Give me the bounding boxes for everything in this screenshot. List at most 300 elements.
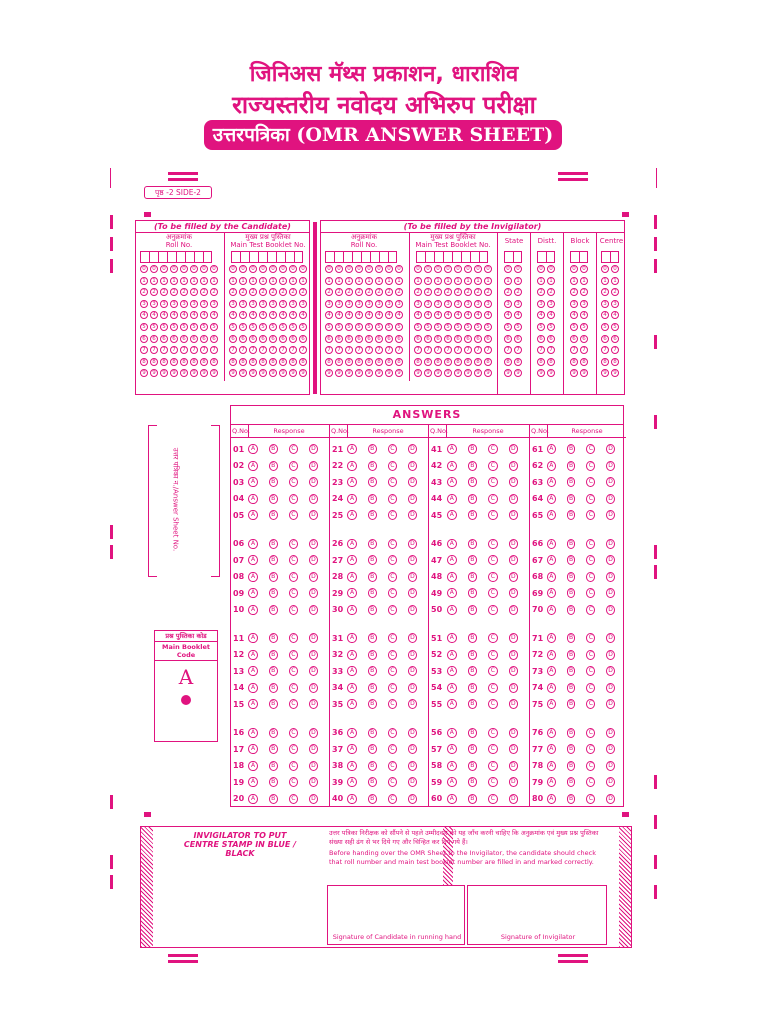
digit-bubble[interactable]: 9	[259, 369, 267, 377]
option-bubble-d[interactable]: D	[606, 555, 615, 565]
option-bubble-a[interactable]: A	[447, 588, 456, 598]
option-bubble-b[interactable]: B	[269, 588, 278, 598]
digit-bubble[interactable]: 4	[444, 311, 452, 319]
option-bubble-b[interactable]: B	[269, 555, 278, 565]
option-bubble-c[interactable]: C	[289, 605, 298, 615]
option-bubble-d[interactable]: D	[408, 555, 417, 565]
option-bubble-c[interactable]: C	[488, 794, 497, 804]
option-bubble-b[interactable]: B	[468, 461, 477, 471]
option-bubble-b[interactable]: B	[468, 728, 477, 738]
digit-bubble[interactable]: 7	[259, 346, 267, 354]
option-bubble-c[interactable]: C	[388, 444, 397, 454]
digit-bubble[interactable]: 2	[395, 288, 403, 296]
digit-bubble[interactable]: 1	[239, 277, 247, 285]
digit-bubble[interactable]: 1	[580, 277, 588, 285]
option-bubble-b[interactable]: B	[368, 461, 377, 471]
option-bubble-a[interactable]: A	[547, 794, 556, 804]
digit-bubble[interactable]: 9	[289, 369, 297, 377]
option-bubble-d[interactable]: D	[408, 744, 417, 754]
option-bubble-c[interactable]: C	[586, 588, 595, 598]
digit-bubble[interactable]: 1	[289, 277, 297, 285]
digit-bubble[interactable]: 5	[570, 323, 578, 331]
option-bubble-d[interactable]: D	[309, 539, 318, 549]
option-bubble-b[interactable]: B	[567, 633, 576, 643]
option-bubble-b[interactable]: B	[269, 650, 278, 660]
digit-bubble[interactable]: 5	[464, 323, 472, 331]
digit-bubble[interactable]: 3	[269, 300, 277, 308]
option-bubble-b[interactable]: B	[269, 777, 278, 787]
option-bubble-d[interactable]: D	[408, 461, 417, 471]
option-bubble-a[interactable]: A	[248, 555, 257, 565]
option-bubble-a[interactable]: A	[447, 683, 456, 693]
option-bubble-a[interactable]: A	[547, 572, 556, 582]
digit-bubble[interactable]: 9	[269, 369, 277, 377]
digit-bubble[interactable]: 9	[414, 369, 422, 377]
digit-bubble[interactable]: 0	[434, 265, 442, 273]
option-bubble-a[interactable]: A	[447, 494, 456, 504]
digit-bubble[interactable]: 6	[547, 335, 555, 343]
digit-bubble[interactable]: 5	[299, 323, 307, 331]
option-bubble-b[interactable]: B	[269, 728, 278, 738]
digit-bubble[interactable]: 9	[444, 369, 452, 377]
digit-bubble[interactable]: 2	[269, 288, 277, 296]
option-bubble-b[interactable]: B	[567, 794, 576, 804]
option-bubble-c[interactable]: C	[586, 794, 595, 804]
digit-bubble[interactable]: 0	[474, 265, 482, 273]
digit-bubble[interactable]: 0	[580, 265, 588, 273]
option-bubble-c[interactable]: C	[388, 683, 397, 693]
digit-bubble[interactable]: 6	[180, 335, 188, 343]
digit-bubble[interactable]: 9	[424, 369, 432, 377]
digit-bubble[interactable]: 3	[150, 300, 158, 308]
digit-bubble[interactable]: 1	[200, 277, 208, 285]
digit-bubble[interactable]: 0	[239, 265, 247, 273]
option-bubble-c[interactable]: C	[388, 794, 397, 804]
digit-bubble[interactable]: 5	[355, 323, 363, 331]
digit-bubble[interactable]: 3	[601, 300, 609, 308]
digit-bubble[interactable]: 0	[570, 265, 578, 273]
option-bubble-a[interactable]: A	[347, 494, 356, 504]
option-bubble-b[interactable]: B	[567, 461, 576, 471]
option-bubble-a[interactable]: A	[347, 461, 356, 471]
option-bubble-b[interactable]: B	[368, 572, 377, 582]
option-bubble-c[interactable]: C	[388, 588, 397, 598]
digit-bubble[interactable]: 7	[444, 346, 452, 354]
digit-bubble[interactable]: 1	[504, 277, 512, 285]
digit-bubble[interactable]: 0	[504, 265, 512, 273]
digit-bubble[interactable]: 5	[537, 323, 545, 331]
digit-bubble[interactable]: 5	[514, 323, 522, 331]
digit-bubble[interactable]: 3	[434, 300, 442, 308]
digit-bubble[interactable]: 2	[474, 288, 482, 296]
digit-bubble[interactable]: 7	[375, 346, 383, 354]
digit-bubble[interactable]: 0	[547, 265, 555, 273]
digit-bubble[interactable]: 1	[375, 277, 383, 285]
digit-bubble[interactable]: 9	[395, 369, 403, 377]
digit-bubble[interactable]: 8	[180, 358, 188, 366]
digit-bubble[interactable]: 0	[249, 265, 257, 273]
option-bubble-d[interactable]: D	[606, 572, 615, 582]
digit-bubble[interactable]: 6	[140, 335, 148, 343]
option-bubble-b[interactable]: B	[368, 444, 377, 454]
option-bubble-c[interactable]: C	[488, 605, 497, 615]
digit-bubble[interactable]: 6	[345, 335, 353, 343]
option-bubble-a[interactable]: A	[547, 605, 556, 615]
option-bubble-d[interactable]: D	[309, 744, 318, 754]
digit-bubble[interactable]: 7	[570, 346, 578, 354]
digit-bubble[interactable]: 6	[160, 335, 168, 343]
digit-bubble[interactable]: 4	[279, 311, 287, 319]
option-bubble-c[interactable]: C	[289, 794, 298, 804]
option-bubble-d[interactable]: D	[509, 444, 518, 454]
option-bubble-d[interactable]: D	[309, 555, 318, 565]
digit-bubble[interactable]: 6	[229, 335, 237, 343]
option-bubble-a[interactable]: A	[248, 494, 257, 504]
option-bubble-d[interactable]: D	[606, 444, 615, 454]
digit-bubble[interactable]: 8	[434, 358, 442, 366]
digit-bubble[interactable]: 4	[504, 311, 512, 319]
digit-bubble[interactable]: 1	[170, 277, 178, 285]
option-bubble-a[interactable]: A	[447, 666, 456, 676]
digit-bubble[interactable]: 9	[537, 369, 545, 377]
option-bubble-b[interactable]: B	[567, 572, 576, 582]
digit-bubble[interactable]: 1	[547, 277, 555, 285]
option-bubble-d[interactable]: D	[309, 494, 318, 504]
digit-bubble[interactable]: 0	[514, 265, 522, 273]
digit-bubble[interactable]: 9	[160, 369, 168, 377]
option-bubble-a[interactable]: A	[347, 444, 356, 454]
digit-bubble[interactable]: 2	[345, 288, 353, 296]
option-bubble-a[interactable]: A	[447, 699, 456, 709]
option-bubble-b[interactable]: B	[269, 494, 278, 504]
digit-bubble[interactable]: 3	[299, 300, 307, 308]
option-bubble-c[interactable]: C	[586, 494, 595, 504]
option-bubble-d[interactable]: D	[509, 605, 518, 615]
digit-bubble[interactable]: 6	[414, 335, 422, 343]
digit-bubble[interactable]: 1	[611, 277, 619, 285]
option-bubble-d[interactable]: D	[309, 777, 318, 787]
digit-bubble[interactable]: 5	[504, 323, 512, 331]
digit-bubble[interactable]: 2	[180, 288, 188, 296]
digit-bubble[interactable]: 6	[424, 335, 432, 343]
option-bubble-a[interactable]: A	[547, 444, 556, 454]
booklet-bubble-grid[interactable]	[410, 265, 496, 381]
booklet-entry-cells[interactable]	[231, 251, 311, 263]
option-bubble-b[interactable]: B	[269, 794, 278, 804]
digit-bubble[interactable]: 9	[335, 369, 343, 377]
digit-bubble[interactable]: 9	[190, 369, 198, 377]
digit-bubble[interactable]: 8	[484, 358, 492, 366]
option-bubble-a[interactable]: A	[347, 539, 356, 549]
option-bubble-b[interactable]: B	[567, 588, 576, 598]
option-bubble-b[interactable]: B	[468, 572, 477, 582]
digit-bubble[interactable]: 3	[484, 300, 492, 308]
digit-bubble[interactable]: 2	[385, 288, 393, 296]
option-bubble-c[interactable]: C	[289, 777, 298, 787]
digit-bubble[interactable]: 0	[375, 265, 383, 273]
digit-bubble[interactable]: 4	[464, 311, 472, 319]
option-bubble-d[interactable]: D	[309, 683, 318, 693]
option-bubble-a[interactable]: A	[447, 777, 456, 787]
option-bubble-d[interactable]: D	[509, 744, 518, 754]
option-bubble-c[interactable]: C	[586, 744, 595, 754]
option-bubble-b[interactable]: B	[368, 777, 377, 787]
option-bubble-b[interactable]: B	[368, 588, 377, 598]
digit-bubble[interactable]: 1	[454, 277, 462, 285]
stamp-area[interactable]	[155, 827, 325, 947]
roll-bubble-grid[interactable]	[321, 265, 407, 381]
digit-bubble[interactable]: 4	[355, 311, 363, 319]
digit-bubble[interactable]: 8	[160, 358, 168, 366]
digit-bubble[interactable]: 5	[395, 323, 403, 331]
option-bubble-a[interactable]: A	[447, 572, 456, 582]
option-bubble-a[interactable]: A	[347, 728, 356, 738]
option-bubble-c[interactable]: C	[586, 683, 595, 693]
digit-bubble[interactable]: 1	[259, 277, 267, 285]
digit-bubble[interactable]: 8	[547, 358, 555, 366]
option-bubble-a[interactable]: A	[347, 555, 356, 565]
digit-bubble[interactable]: 8	[444, 358, 452, 366]
digit-bubble[interactable]: 1	[424, 277, 432, 285]
digit-bubble[interactable]: 7	[547, 346, 555, 354]
digit-bubble[interactable]: 2	[289, 288, 297, 296]
digit-bubble[interactable]: 8	[210, 358, 218, 366]
option-bubble-a[interactable]: A	[547, 588, 556, 598]
option-bubble-a[interactable]: A	[447, 633, 456, 643]
option-bubble-c[interactable]: C	[488, 588, 497, 598]
option-bubble-d[interactable]: D	[509, 794, 518, 804]
digit-bubble[interactable]: 9	[580, 369, 588, 377]
digit-bubble[interactable]: 5	[269, 323, 277, 331]
digit-bubble[interactable]: 9	[150, 369, 158, 377]
digit-bubble[interactable]: 6	[434, 335, 442, 343]
digit-bubble[interactable]: 5	[414, 323, 422, 331]
digit-bubble[interactable]: 5	[424, 323, 432, 331]
digit-bubble[interactable]: 7	[200, 346, 208, 354]
option-bubble-c[interactable]: C	[388, 699, 397, 709]
digit-bubble[interactable]: 4	[537, 311, 545, 319]
option-bubble-d[interactable]: D	[309, 633, 318, 643]
digit-bubble[interactable]: 7	[414, 346, 422, 354]
digit-bubble[interactable]: 8	[190, 358, 198, 366]
digit-bubble[interactable]: 3	[180, 300, 188, 308]
option-bubble-a[interactable]: A	[447, 461, 456, 471]
digit-bubble[interactable]: 7	[484, 346, 492, 354]
option-bubble-b[interactable]: B	[368, 666, 377, 676]
option-bubble-c[interactable]: C	[289, 633, 298, 643]
digit-bubble[interactable]: 2	[239, 288, 247, 296]
digit-bubble[interactable]: 4	[345, 311, 353, 319]
option-bubble-b[interactable]: B	[368, 699, 377, 709]
digit-bubble[interactable]: 1	[365, 277, 373, 285]
digit-bubble[interactable]: 9	[200, 369, 208, 377]
digit-bubble[interactable]: 1	[601, 277, 609, 285]
digit-bubble[interactable]: 4	[434, 311, 442, 319]
digit-bubble[interactable]: 7	[170, 346, 178, 354]
digit-bubble[interactable]: 4	[249, 311, 257, 319]
option-bubble-b[interactable]: B	[368, 650, 377, 660]
option-bubble-b[interactable]: B	[368, 761, 377, 771]
digit-bubble[interactable]: 3	[537, 300, 545, 308]
digit-bubble[interactable]: 7	[395, 346, 403, 354]
digit-bubble[interactable]: 4	[140, 311, 148, 319]
digit-bubble[interactable]: 7	[454, 346, 462, 354]
digit-bubble[interactable]: 1	[355, 277, 363, 285]
digit-bubble[interactable]: 8	[537, 358, 545, 366]
digit-bubble[interactable]: 9	[504, 369, 512, 377]
digit-bubble[interactable]: 2	[434, 288, 442, 296]
digit-bubble[interactable]: 9	[279, 369, 287, 377]
digit-bubble[interactable]: 1	[570, 277, 578, 285]
digit-bubble[interactable]: 5	[601, 323, 609, 331]
digit-bubble[interactable]: 0	[160, 265, 168, 273]
digit-bubble[interactable]: 2	[414, 288, 422, 296]
digit-bubble[interactable]: 7	[299, 346, 307, 354]
option-bubble-a[interactable]: A	[248, 572, 257, 582]
digit-bubble[interactable]: 5	[325, 323, 333, 331]
option-bubble-d[interactable]: D	[509, 572, 518, 582]
digit-bubble[interactable]: 9	[170, 369, 178, 377]
invigilator-signature-box[interactable]	[467, 885, 607, 945]
digit-bubble[interactable]: 6	[484, 335, 492, 343]
digit-bubble[interactable]: 4	[200, 311, 208, 319]
digit-bubble[interactable]: 8	[325, 358, 333, 366]
option-bubble-b[interactable]: B	[468, 777, 477, 787]
digit-bubble[interactable]: 4	[180, 311, 188, 319]
digit-bubble[interactable]: 3	[395, 300, 403, 308]
option-bubble-b[interactable]: B	[269, 605, 278, 615]
option-bubble-a[interactable]: A	[347, 683, 356, 693]
option-bubble-c[interactable]: C	[586, 444, 595, 454]
option-bubble-b[interactable]: B	[368, 605, 377, 615]
option-bubble-a[interactable]: A	[248, 744, 257, 754]
digit-bubble[interactable]: 2	[454, 288, 462, 296]
option-bubble-d[interactable]: D	[408, 633, 417, 643]
option-bubble-d[interactable]: D	[606, 494, 615, 504]
booklet-code-bubble[interactable]	[181, 695, 191, 705]
digit-bubble[interactable]: 7	[385, 346, 393, 354]
digit-bubble[interactable]: 4	[414, 311, 422, 319]
option-bubble-c[interactable]: C	[586, 555, 595, 565]
roll-entry-cells[interactable]	[140, 251, 222, 263]
digit-bubble[interactable]: 1	[269, 277, 277, 285]
digit-bubble[interactable]: 6	[249, 335, 257, 343]
option-bubble-a[interactable]: A	[347, 650, 356, 660]
option-bubble-a[interactable]: A	[347, 777, 356, 787]
digit-bubble[interactable]: 2	[504, 288, 512, 296]
digit-bubble[interactable]: 8	[365, 358, 373, 366]
digit-bubble[interactable]: 3	[239, 300, 247, 308]
option-bubble-c[interactable]: C	[289, 461, 298, 471]
option-bubble-b[interactable]: B	[269, 744, 278, 754]
digit-bubble[interactable]: 5	[229, 323, 237, 331]
option-bubble-a[interactable]: A	[547, 510, 556, 520]
digit-bubble[interactable]: 6	[355, 335, 363, 343]
option-bubble-d[interactable]: D	[509, 777, 518, 787]
option-bubble-a[interactable]: A	[347, 761, 356, 771]
option-bubble-a[interactable]: A	[248, 539, 257, 549]
digit-bubble[interactable]: 8	[601, 358, 609, 366]
digit-bubble[interactable]: 4	[395, 311, 403, 319]
option-bubble-a[interactable]: A	[347, 605, 356, 615]
digit-bubble[interactable]: 4	[160, 311, 168, 319]
digit-bubble[interactable]: 4	[454, 311, 462, 319]
digit-bubble[interactable]: 7	[269, 346, 277, 354]
option-bubble-c[interactable]: C	[488, 510, 497, 520]
option-bubble-d[interactable]: D	[606, 777, 615, 787]
digit-bubble[interactable]: 0	[385, 265, 393, 273]
digit-bubble[interactable]: 3	[454, 300, 462, 308]
option-bubble-c[interactable]: C	[289, 699, 298, 709]
option-bubble-c[interactable]: C	[388, 539, 397, 549]
option-bubble-c[interactable]: C	[586, 650, 595, 660]
option-bubble-b[interactable]: B	[567, 744, 576, 754]
option-bubble-a[interactable]: A	[248, 605, 257, 615]
option-bubble-c[interactable]: C	[488, 494, 497, 504]
option-bubble-a[interactable]: A	[347, 794, 356, 804]
booklet-entry-cells[interactable]	[416, 251, 496, 263]
digit-bubble[interactable]: 9	[454, 369, 462, 377]
option-bubble-c[interactable]: C	[488, 666, 497, 676]
digit-bubble[interactable]: 7	[474, 346, 482, 354]
digit-bubble[interactable]: 0	[537, 265, 545, 273]
option-bubble-c[interactable]: C	[289, 555, 298, 565]
option-bubble-b[interactable]: B	[368, 683, 377, 693]
digit-bubble[interactable]: 2	[170, 288, 178, 296]
option-bubble-b[interactable]: B	[567, 683, 576, 693]
option-bubble-a[interactable]: A	[248, 633, 257, 643]
option-bubble-a[interactable]: A	[547, 728, 556, 738]
digit-bubble[interactable]: 4	[335, 311, 343, 319]
option-bubble-c[interactable]: C	[289, 539, 298, 549]
option-bubble-d[interactable]: D	[309, 477, 318, 487]
digit-bubble[interactable]: 9	[249, 369, 257, 377]
option-bubble-b[interactable]: B	[567, 666, 576, 676]
digit-bubble[interactable]: 1	[279, 277, 287, 285]
digit-bubble[interactable]: 7	[504, 346, 512, 354]
option-bubble-c[interactable]: C	[289, 650, 298, 660]
digit-bubble[interactable]: 3	[335, 300, 343, 308]
option-bubble-d[interactable]: D	[408, 666, 417, 676]
option-bubble-b[interactable]: B	[269, 510, 278, 520]
option-bubble-b[interactable]: B	[368, 494, 377, 504]
digit-bubble[interactable]: 5	[454, 323, 462, 331]
digit-bubble[interactable]: 1	[210, 277, 218, 285]
option-bubble-c[interactable]: C	[388, 633, 397, 643]
option-bubble-b[interactable]: B	[368, 744, 377, 754]
option-bubble-b[interactable]: B	[468, 444, 477, 454]
option-bubble-a[interactable]: A	[547, 650, 556, 660]
digit-bubble[interactable]: 1	[444, 277, 452, 285]
digit-bubble[interactable]: 3	[385, 300, 393, 308]
digit-bubble[interactable]: 4	[375, 311, 383, 319]
option-bubble-d[interactable]: D	[606, 744, 615, 754]
option-bubble-d[interactable]: D	[606, 728, 615, 738]
digit-bubble[interactable]: 4	[424, 311, 432, 319]
digit-bubble[interactable]: 1	[474, 277, 482, 285]
digit-bubble[interactable]: 7	[239, 346, 247, 354]
digit-bubble[interactable]: 7	[355, 346, 363, 354]
digit-bubble[interactable]: 0	[424, 265, 432, 273]
digit-bubble[interactable]: 1	[249, 277, 257, 285]
option-bubble-b[interactable]: B	[269, 761, 278, 771]
digit-bubble[interactable]: 0	[454, 265, 462, 273]
digit-bubble[interactable]: 2	[190, 288, 198, 296]
option-bubble-c[interactable]: C	[586, 699, 595, 709]
option-bubble-c[interactable]: C	[289, 477, 298, 487]
digit-bubble[interactable]: 3	[424, 300, 432, 308]
option-bubble-b[interactable]: B	[567, 494, 576, 504]
